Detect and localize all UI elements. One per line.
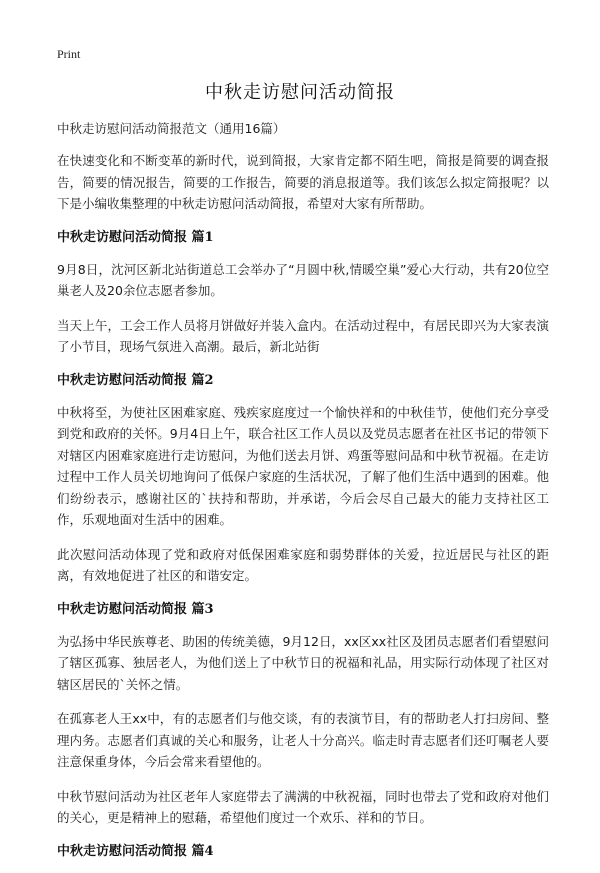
section-2-paragraph-2: 此次慰问活动体现了党和政府对低保困难家庭和弱势群体的关爱，拉近居民与社区的距离，有效地促进了社区的和谐安定。 [57, 546, 549, 583]
section-2-heading: 中秋走访慰问活动简报 篇2 [57, 372, 214, 388]
section-3-paragraph-1: 为弘扬中华民族尊老、助困的传统美德，9月12日，xx区xx社区及团员志愿者们看望慰问了辖区孤寡、独居老人，为他们送上了中秋节日的祝福和礼品，用实际行动体现了社区对辖区居民的`关怀之情。 [57, 633, 549, 692]
print-label[interactable]: Print [57, 47, 81, 61]
section-3-paragraph-3: 中秋节慰问活动为社区老年人家庭带去了满满的中秋祝福，同时也带去了党和政府对他们的关心，更是精神上的慰藉，希望他们度过一个欢乐、祥和的节日。 [57, 788, 549, 825]
section-2-paragraph-1: 中秋将至，为使社区困难家庭、残疾家庭度过一个愉快祥和的中秋佳节，使他们充分享受到党和政府的关怀。9月4日上午，联合社区工作人员以及党员志愿者在社区书记的带领下对辖区内困难家庭进行走访慰问，为他们送去月饼、鸡蛋等慰问品和中秋节祝福。在走访过程中工作人员关切地询问了低保户家庭的生活状况，了解了他们生活中遇到的困难。他们纷纷表示，感谢社区的`扶持和帮助，并承诺，今后会尽自己最大的能力支持社区工作，乐观地面对生活中的困难。 [57, 404, 549, 527]
document-body [57, 119, 549, 873]
document-subtitle: 中秋走访慰问活动简报范文（通用16篇） [57, 121, 286, 136]
section-1-heading: 中秋走访慰问活动简报 篇1 [57, 229, 214, 245]
document-title: 中秋走访慰问活动简报 [205, 82, 395, 103]
section-1-paragraph-1: 9月8日，沈河区新北站街道总工会举办了“月圆中秋,情暖空巢”爱心大行动，共有20位空巢老人及20余位志愿者参加。 [57, 261, 549, 298]
section-1-paragraph-2: 当天上午，工会工作人员将月饼做好并装入盒内。在活动过程中，有居民即兴为大家表演了小节目，现场气氛进入高潮。最后，新北站街 [57, 317, 549, 354]
section-3-heading: 中秋走访慰问活动简报 篇3 [57, 601, 214, 617]
section-3-paragraph-2: 在孤寡老人王xx中，有的志愿者们与他交谈，有的表演节目，有的帮助老人打扫房间、整理内务。志愿者们真诚的关心和服务，让老人十分高兴。临走时青志愿者们还叮嘱老人要注意保重身体，今后会常来看望他的。 [57, 711, 549, 769]
section-4-heading: 中秋走访慰问活动简报 篇4 [57, 843, 214, 859]
intro-paragraph: 在快速变化和不断变革的新时代，说到简报，大家肯定都不陌生吧，简报是简要的调查报告，简要的情况报告，简要的工作报告，简要的消息报道等。我们该怎么拟定简报呢？以下是小编收集整理的中秋走访慰问活动简报，希望对大家有所帮助。 [57, 153, 549, 211]
